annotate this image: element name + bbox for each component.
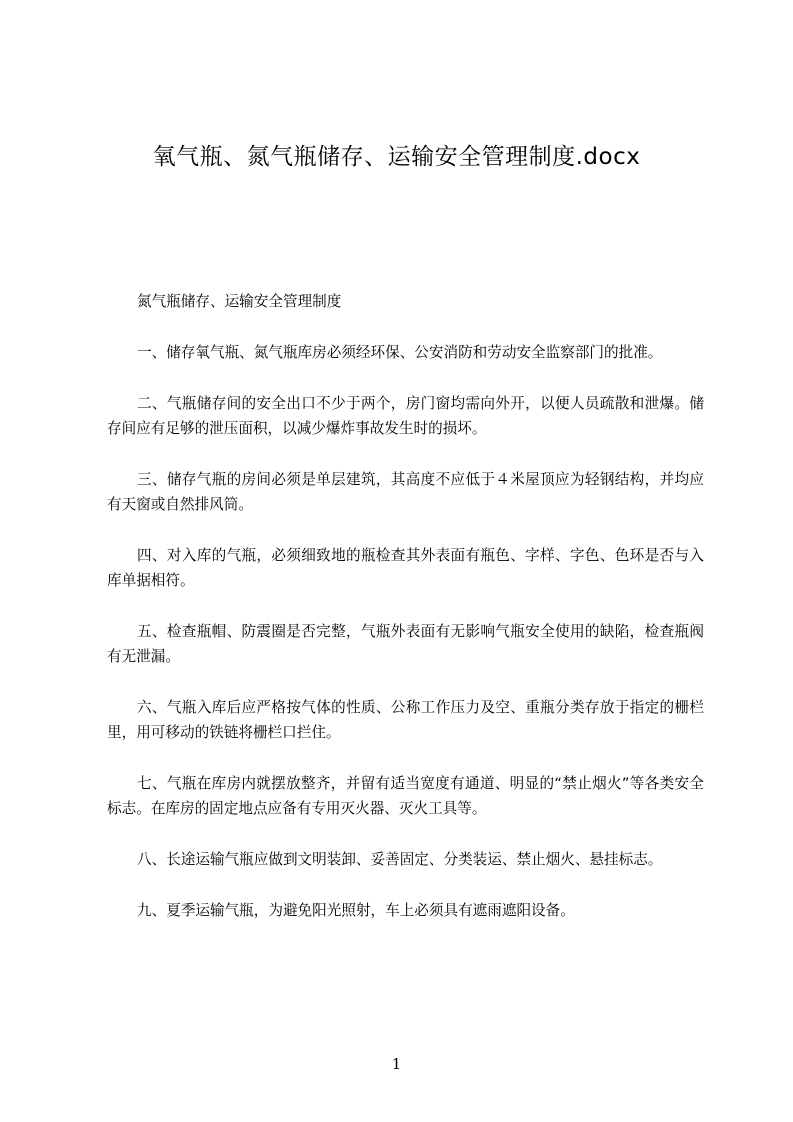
paragraph-6: 六、气瓶入库后应严格按气体的性质、公称工作压力及空、重瓶分类存放于指定的栅栏里，用可移动的铁链将栅栏口拦住。 (107, 699, 704, 741)
paragraph-7: 七、气瓶在库房内就摆放整齐，并留有适当宽度有通道、明显的“禁止烟火”等各类安全标志。在库房的固定地点应备有专用灭火器、灭火工具等。 (107, 775, 704, 817)
paragraph-5: 五、检查瓶帽、防震圈是否完整，气瓶外表面有无影响气瓶安全使用的缺陷，检查瓶阀有无泄漏。 (107, 623, 704, 665)
paragraph-3: 三、储存气瓶的房间必须是单层建筑，其高度不应低于４米屋顶应为轻钢结构，并均应有天窗或自然排风筒。 (107, 471, 704, 513)
paragraph-9: 九、夏季运输气瓶，为避免阳光照射，车上必须具有遮雨遮阳设备。 (137, 902, 575, 919)
page-number: 1 (391, 1055, 402, 1073)
paragraph-8: 八、长途运输气瓶应做到文明装卸、妥善固定、分类装运、禁止烟火、悬挂标志。 (137, 851, 663, 868)
paragraph-1: 一、储存氧气瓶、氮气瓶库房必须经环保、公安消防和劳动安全监察部门的批准。 (137, 344, 663, 361)
document-body (107, 289, 704, 923)
paragraph-2: 二、气瓶储存间的安全出口不少于两个，房门窗均需向外开，以便人员疏散和泄爆。储存间应有足够的泄压面积，以减少爆炸事故发生时的损坏。 (107, 395, 704, 437)
paragraph-4: 四、对入库的气瓶，必须细致地的瓶检查其外表面有瓶色、字样、字色、色环是否与入库单据相符。 (107, 547, 704, 589)
document-subtitle: 氮气瓶储存、运输安全管理制度 (137, 293, 342, 310)
document-title: 氧气瓶、氮气瓶储存、运输安全管理制度.docx (152, 144, 641, 170)
